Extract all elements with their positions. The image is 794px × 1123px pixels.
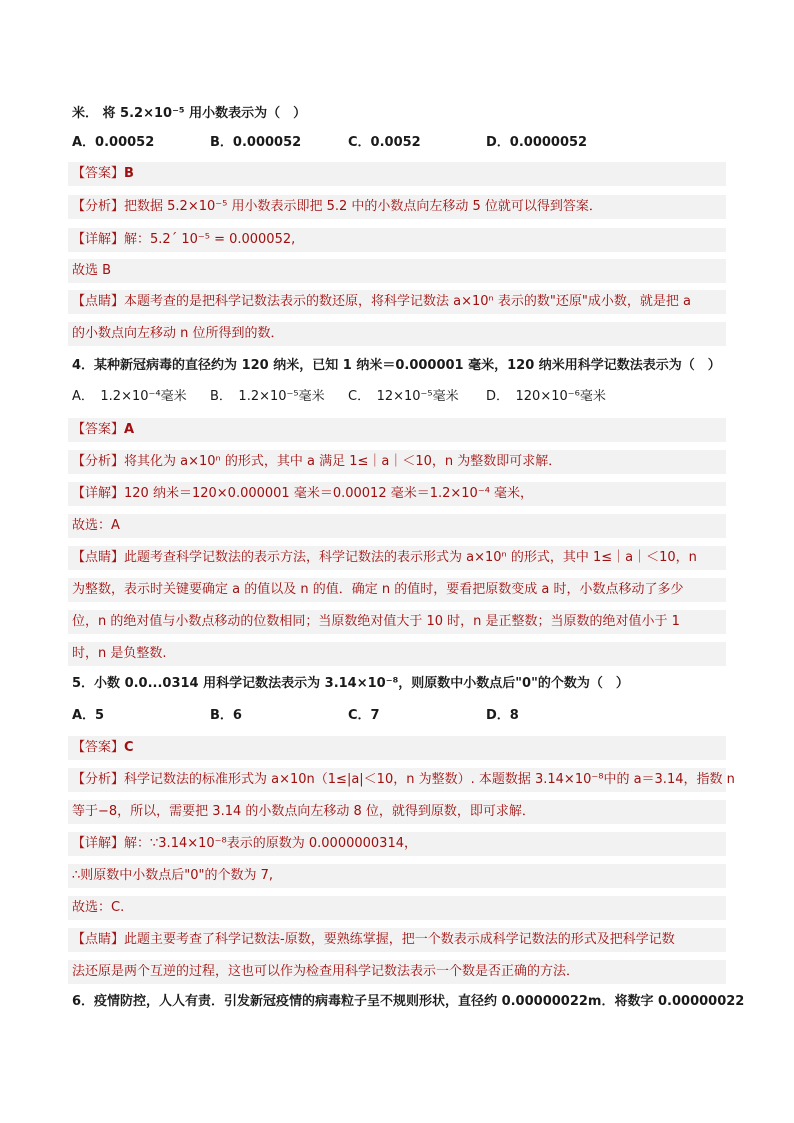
q5-analysis (68, 768, 735, 792)
answer-value: C (124, 740, 134, 755)
remark-tag: 【点睛】 (72, 932, 125, 947)
q5-remark-cont: 法还原是两个互逆的过程，这也可以作为检查用科学记数法表示一个数是否正确的方法． (68, 960, 726, 984)
answer-tag: 【答案】 (72, 166, 125, 181)
remark-text: 此题考查科学记数法的表示方法，科学记数法的表示形式为 a×10ⁿ 的形式，其中 1≤｜a｜＜10，n (124, 550, 697, 565)
detail-text: 解：∵3.14×10⁻⁸表示的原数为 0.0000000314， (124, 836, 417, 851)
q5-option-b: B．6 (210, 708, 242, 723)
detail-tag: 【详解】 (72, 836, 125, 851)
q4-analysis (68, 450, 726, 474)
analysis-tag: 【分析】 (72, 772, 125, 787)
q4-answer (68, 418, 726, 442)
q4-option-a: A． 1.2×10⁻⁴毫米 (72, 389, 187, 404)
remark-text: 此题主要考查了科学记数法-原数，要熟练掌握，把一个数表示成科学记数法的形式及把科学记数 (124, 932, 675, 947)
remark-tag: 【点睛】 (72, 550, 125, 565)
q5-detail-cont: ∴则原数中小数点后"0"的个数为 7, (68, 864, 726, 888)
analysis-text: 将其化为 a×10ⁿ 的形式，其中 a 满足 1≤｜a｜＜10，n 为整数即可求解． (124, 454, 562, 469)
q4-option-c: C． 12×10⁻⁵毫米 (348, 389, 459, 404)
detail-tag: 【详解】 (72, 486, 125, 501)
remark-text: 本题考查的是把科学记数法表示的数还原，将科学记数法 a×10ⁿ 表示的数"还原"成小数，就是把 a (124, 294, 691, 309)
q3-analysis (68, 195, 726, 219)
q3-stem: 米． 将 5.2×10⁻⁵ 用小数表示为（ ） (72, 106, 307, 121)
q3-option-c: C．0.0052 (348, 135, 421, 150)
q6-stem: 6．疫情防控，人人有责．引发新冠疫情的病毒粒子呈不规则形状，直径约 0.00000022m．将数字 0.00000022 (72, 994, 745, 1009)
q3-remark-cont: 的小数点向左移动 n 位所得到的数． (68, 322, 726, 346)
q4-remark (68, 546, 726, 570)
q5-stem: 5．小数 0.0...0314 用科学记数法表示为 3.14×10⁻⁸，则原数中小数点后"0"的个数为（ ） (72, 676, 629, 691)
analysis-text: 把数据 5.2×10⁻⁵ 用小数表示即把 5.2 中的小数点向左移动 5 位就可以得到答案． (124, 199, 602, 214)
remark-tag: 【点睛】 (72, 294, 125, 309)
detail-text: 120 纳米＝120×0.000001 毫米＝0.00012 毫米＝1.2×10⁻⁴ 毫米， (124, 486, 534, 501)
q5-answer (68, 736, 726, 760)
q3-detail (68, 228, 726, 252)
q5-option-a: A．5 (72, 708, 105, 723)
q5-detail (68, 832, 726, 856)
q4-option-b: B． 1.2×10⁻⁵毫米 (210, 389, 325, 404)
q3-remark (68, 290, 726, 314)
q4-conclusion: 故选：A (68, 514, 726, 538)
q5-analysis-cont: 等于−8，所以，需要把 3.14 的小数点向左移动 8 位，就得到原数，即可求解． (68, 800, 726, 824)
q3-conclusion: 故选 B (68, 259, 726, 283)
q5-option-c: C．7 (348, 708, 380, 723)
q3-option-d: D．0.0000052 (486, 135, 588, 150)
answer-value: A (124, 422, 135, 437)
answer-tag: 【答案】 (72, 740, 125, 755)
q5-remark (68, 928, 726, 952)
detail-tag: 【详解】 (72, 232, 125, 247)
q3-answer (68, 162, 726, 186)
analysis-text: 科学记数法的标准形式为 a×10n（1≤|a|＜10，n 为整数）. 本题数据 3.14×10⁻⁸中的 a＝3.14，指数 n (124, 772, 735, 787)
answer-value: B (124, 166, 134, 181)
detail-text: 解：5.2´ 10⁻⁵ = 0.000052, (124, 232, 296, 247)
analysis-tag: 【分析】 (72, 454, 125, 469)
q4-option-d: D． 120×10⁻⁶毫米 (486, 389, 606, 404)
q4-remark-line-2: 为整数，表示时关键要确定 a 的值以及 n 的值．确定 n 的值时，要看把原数变成 a 时，小数点移动了多少 (68, 578, 726, 602)
q3-option-b: B．0.000052 (210, 135, 302, 150)
q4-detail (68, 482, 726, 506)
analysis-tag: 【分析】 (72, 199, 125, 214)
q4-remark-line-3: 位，n 的绝对值与小数点移动的位数相同；当原数绝对值大于 10 时，n 是正整数；当原数的绝对值小于 1 (68, 610, 726, 634)
q3-option-a: A．0.00052 (72, 135, 155, 150)
answer-tag: 【答案】 (72, 422, 125, 437)
q5-conclusion: 故选：C. (68, 896, 726, 920)
q5-option-d: D．8 (486, 708, 519, 723)
q4-stem: 4．某种新冠病毒的直径约为 120 纳米，已知 1 纳米＝0.000001 毫米，120 纳米用科学记数法表示为（ ） (72, 358, 721, 373)
q4-remark-line-4: 时，n 是负整数. (68, 642, 726, 666)
